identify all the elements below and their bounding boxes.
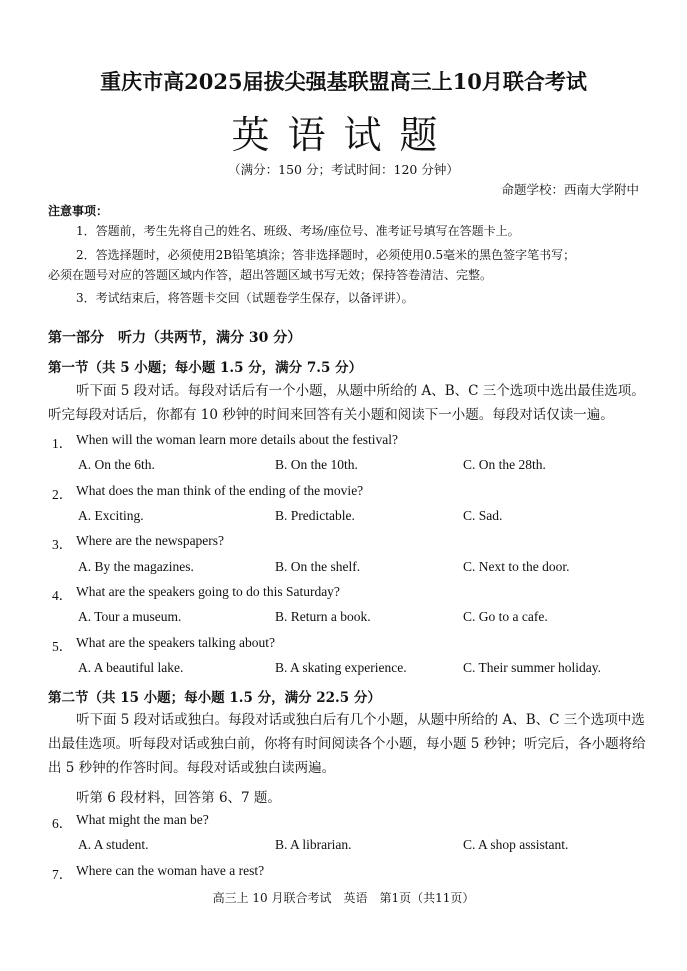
note-item-2-continued: 必须在题号对应的答题区域内作答，超出答题区域书写无效；保持答卷清洁、完整。 <box>48 268 493 282</box>
note-item-2: 2．答选择题时，必须使用2B铅笔填涂；答非选择题时，必须使用0.5毫米的黑色签字笔书写； <box>76 248 576 262</box>
option-c: C. Their summer holiday. <box>463 660 601 675</box>
option-a: A. Tour a museum. <box>78 609 182 624</box>
page-footer: 高三上 10 月联合考试 英语 第1页（共11页） <box>212 891 475 905</box>
option-b: B. On the 10th. <box>275 457 358 472</box>
section1-title: 第一节（共 5 小题；每小题 1.5 分，满分 7.5 分） <box>48 360 363 376</box>
question-1 <box>0 432 687 450</box>
question-6 <box>0 812 687 830</box>
option-a: A. Exciting. <box>78 508 144 523</box>
option-b: B. A skating experience. <box>275 660 407 675</box>
question-text: What might the man be? <box>76 812 209 827</box>
option-a: A. A beautiful lake. <box>78 660 184 675</box>
notes-title: 注意事项： <box>48 204 109 218</box>
question-number: 2． <box>52 487 73 502</box>
option-c: C. Sad. <box>463 508 503 523</box>
school-line: 命题学校：西南大学附中 <box>501 182 639 197</box>
option-b: B. A librarian. <box>275 837 352 852</box>
question-number: 1． <box>52 436 73 451</box>
question-5 <box>0 635 687 653</box>
option-b: B. Return a book. <box>275 609 371 624</box>
section1-instructions: 听下面 5 段对话。每段对话后有一个小题，从题中所给的 A、B、C 三个选项中选出最佳选项。听完每段对话后，你都有 10 秒钟的时间来回答有关小题和阅读下一小题。每段对话仅读一遍。 <box>48 383 645 423</box>
question-number: 7． <box>52 867 73 882</box>
question-7 <box>0 863 687 881</box>
section2-title: 第二节（共 15 小题；每小题 1.5 分，满分 22.5 分） <box>48 690 381 706</box>
section2-instructions: 听下面 5 段对话或独白。每段对话或独白后有几个小题，从题中所给的 A、B、C 三个选项中选出最佳选项。听每段对话或独白前，你将有时间阅读各个小题，每小题 5 秒钟；听完后，各小题将给出 5 秒钟的作答时间。每段对话或独白读两遍。 <box>48 712 646 776</box>
option-b: B. On the shelf. <box>275 559 361 574</box>
option-a: A. A student. <box>78 837 149 852</box>
question-text: What are the speakers talking about? <box>76 635 276 650</box>
option-a: A. On the 6th. <box>78 457 155 472</box>
question-2 <box>0 483 687 501</box>
question-text: Where can the woman have a rest? <box>76 863 265 878</box>
option-c: C. Go to a cafe. <box>463 609 548 624</box>
option-c: C. Next to the door. <box>463 559 570 574</box>
score-time-line: （满分：150 分；考试时间：120 分钟） <box>228 162 459 177</box>
question-number: 4． <box>52 588 73 603</box>
material-note: 听第 6 段材料，回答第 6、7 题。 <box>76 790 281 806</box>
exam-title: 重庆市高2025届拔尖强基联盟高三上10月联合考试 <box>100 69 587 94</box>
note-item-1: 1．答题前，考生先将自己的姓名、班级、考场/座位号、准考证号填写在答题卡上。 <box>76 224 520 238</box>
option-c: C. On the 28th. <box>463 457 546 472</box>
question-text: What does the man think of the ending of the movie? <box>76 483 364 498</box>
question-text: When will the woman learn more details about the festival? <box>76 432 399 447</box>
question-4 <box>0 584 687 602</box>
question-text: Where are the newspapers? <box>76 533 225 548</box>
note-item-3: 3．考试结束后，将答题卡交回（试题卷学生保存，以备评讲）。 <box>76 291 414 305</box>
part1-title: 第一部分 听力（共两节，满分 30 分） <box>48 330 302 346</box>
question-number: 6． <box>52 816 73 831</box>
option-a: A. By the magazines. <box>78 559 194 574</box>
question-text: What are the speakers going to do this Saturday? <box>76 584 340 599</box>
question-3 <box>0 533 687 551</box>
subject-title: 英语试题 <box>231 113 456 157</box>
option-c: C. A shop assistant. <box>463 837 569 852</box>
question-number: 5． <box>52 639 73 654</box>
question-number: 3． <box>52 537 73 552</box>
option-b: B. Predictable. <box>275 508 355 523</box>
